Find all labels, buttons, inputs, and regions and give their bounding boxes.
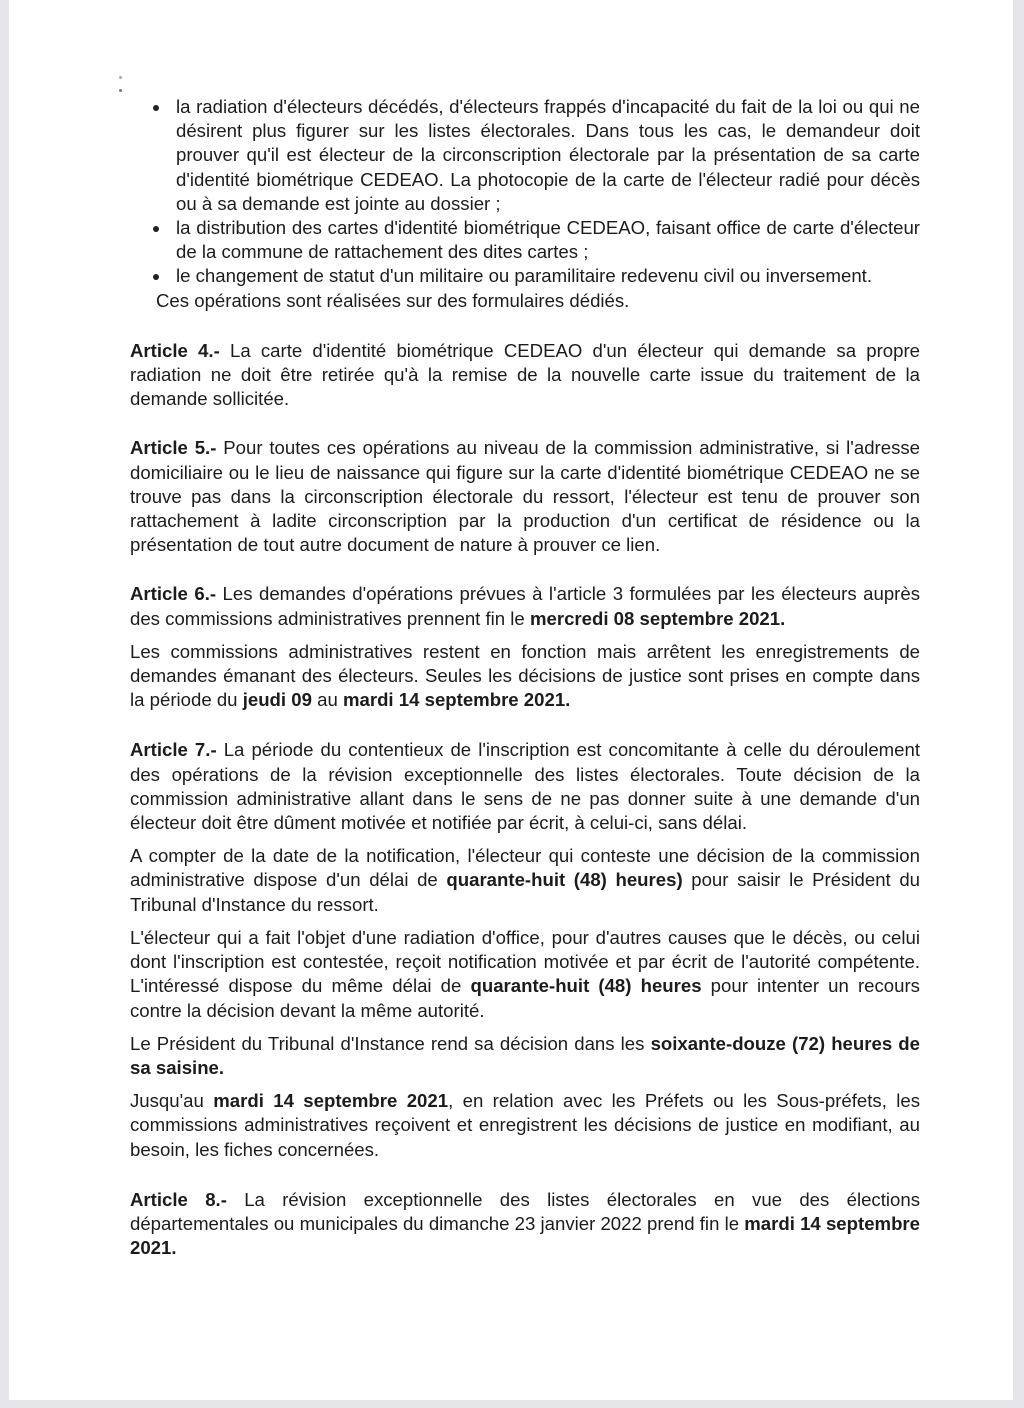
article-6-paragraph-2 [130,640,920,713]
scan-dot [119,76,122,79]
paragraph-text: L'électeur qui a fait l'objet d'une radiation d'office, pour d'autres causes que le décès, ou celui dont l'inscription est contestée, reçoit notification motivée et par écrit de l'autorité compétente. L'intéressé dispose du même délai de [130,926,920,997]
article-7-paragraph-3 [130,926,920,1023]
closing-line: Ces opérations sont réalisées sur des formulaires dédiés. [156,289,630,311]
operations-list [150,95,920,289]
list-item-text: la radiation d'électeurs décédés, d'électeurs frappés d'incapacité du fait de la loi ou qui ne désirent plus figurer sur les listes électorales. Dans tous les cas, le demandeur doit prouver qu'il est électeur de la circonscription électorale par la présentation de sa carte d'identité biométrique CEDEAO. La photocopie de la carte de l'électeur radié pour décès ou à sa demande est jointe au dossier ; [176,96,920,214]
list-item [150,216,920,264]
paragraph-text: au [311,689,343,711]
article-text: La période du contentieux de l'inscription est concomitante à celle du déroulement des opérations de la révision exceptionnelle des listes électorales. Toute décision de la commission administrative allant dans le sens de ne pas donner suite à une demande d'un électeur doit être dûment motivée et notifiée par écrit, à celui-ci, sans délai. [130,739,920,834]
paragraph-text: Le Président du Tribunal d'Instance rend sa décision dans les [130,1032,651,1054]
list-item-text: la distribution des cartes d'identité biométrique CEDEAO, faisant office de carte d'électeur de la commune de rattachement des dites cartes ; [176,217,920,263]
deadline-date: mardi 14 septembre 2021 [213,1090,449,1112]
article-label: Article 6.- [130,583,217,605]
article-label: Article 4.- [130,339,220,361]
paragraph-text: A compter de la date de la notification, l'électeur qui conteste une décision de la commission administrative dispose d'un délai de [130,845,920,891]
start-date: jeudi 09 [242,689,312,711]
article-text: La révision exceptionnelle des listes électorales en vue des élections départementales ou municipales du dimanche 23 janvier 2022 prend fin le [130,1188,921,1234]
delay-emphasis: soixante-douze (72) heures de sa saisine. [130,1032,920,1078]
delay-emphasis: quarante-huit (48) heures [470,975,702,997]
article-label: Article 7.- [130,739,217,761]
document-page [9,0,1013,1400]
end-date: mardi 14 septembre 2021. [342,689,571,711]
paragraph-text: Les commissions administratives restent en fonction mais arrêtent les enregistrements de demandes émanant des électeurs. Seules les décisions de justice sont prises en compte dans la période du [130,640,920,711]
paragraph-text: pour saisir le Président du Tribunal d'Instance du ressort. [130,869,920,915]
list-item [150,95,920,216]
deadline-date: mercredi 08 septembre 2021. [529,607,786,629]
paragraph-text: pour intenter un recours contre la décision devant la même autorité. [130,975,920,1021]
article-7 [130,738,920,835]
article-6 [130,582,920,630]
article-7-paragraph-5 [130,1089,920,1162]
article-7-paragraph-2 [130,844,920,917]
bullet-icon [153,226,159,232]
article-text: Pour toutes ces opérations au niveau de la commission administrative, si l'adresse domiciliaire ou le lieu de naissance qui figure sur la carte d'identité biométrique CEDEAO ne se trouve pas dans la circonscription électorale du ressort, l'électeur est tenu de prouver son rattachement à ladite circonscription par la production d'un certificat de résidence ou la présentation de tout autre document de nature à prouver ce lien. [130,437,921,556]
article-5 [130,436,920,557]
article-text: Les demandes d'opérations prévues à l'article 3 formulées par les électeurs auprès des commissions administratives prennent fin le [130,583,920,629]
paragraph-text: , en relation avec les Préfets ou les Sous-préfets, les commissions administratives reçoivent et enregistrent les décisions de justice en modifiant, au besoin, les fiches concernées. [130,1090,921,1160]
article-8 [130,1188,920,1261]
article-label: Article 5.- [130,437,217,459]
article-7-paragraph-4 [130,1032,920,1080]
document-body [130,95,920,1260]
deadline-date: mardi 14 septembre 2021. [130,1212,921,1259]
bullet-icon [153,274,159,280]
list-item [150,264,920,288]
scan-dot [119,89,122,92]
scan-marks [119,76,125,102]
article-4 [130,339,920,412]
paragraph-text: Jusqu'au [130,1090,214,1112]
bullet-icon [153,105,159,111]
article-label: Article 8.- [130,1188,227,1210]
article-text: La carte d'identité biométrique CEDEAO d'un électeur qui demande sa propre radiation ne doit être retirée qu'à la remise de la nouvelle carte issue du traitement de la demande sollicitée. [130,339,921,410]
list-item-text: le changement de statut d'un militaire ou paramilitaire redevenu civil ou inversement. [176,265,873,287]
delay-emphasis: quarante-huit (48) heures) [446,869,683,891]
